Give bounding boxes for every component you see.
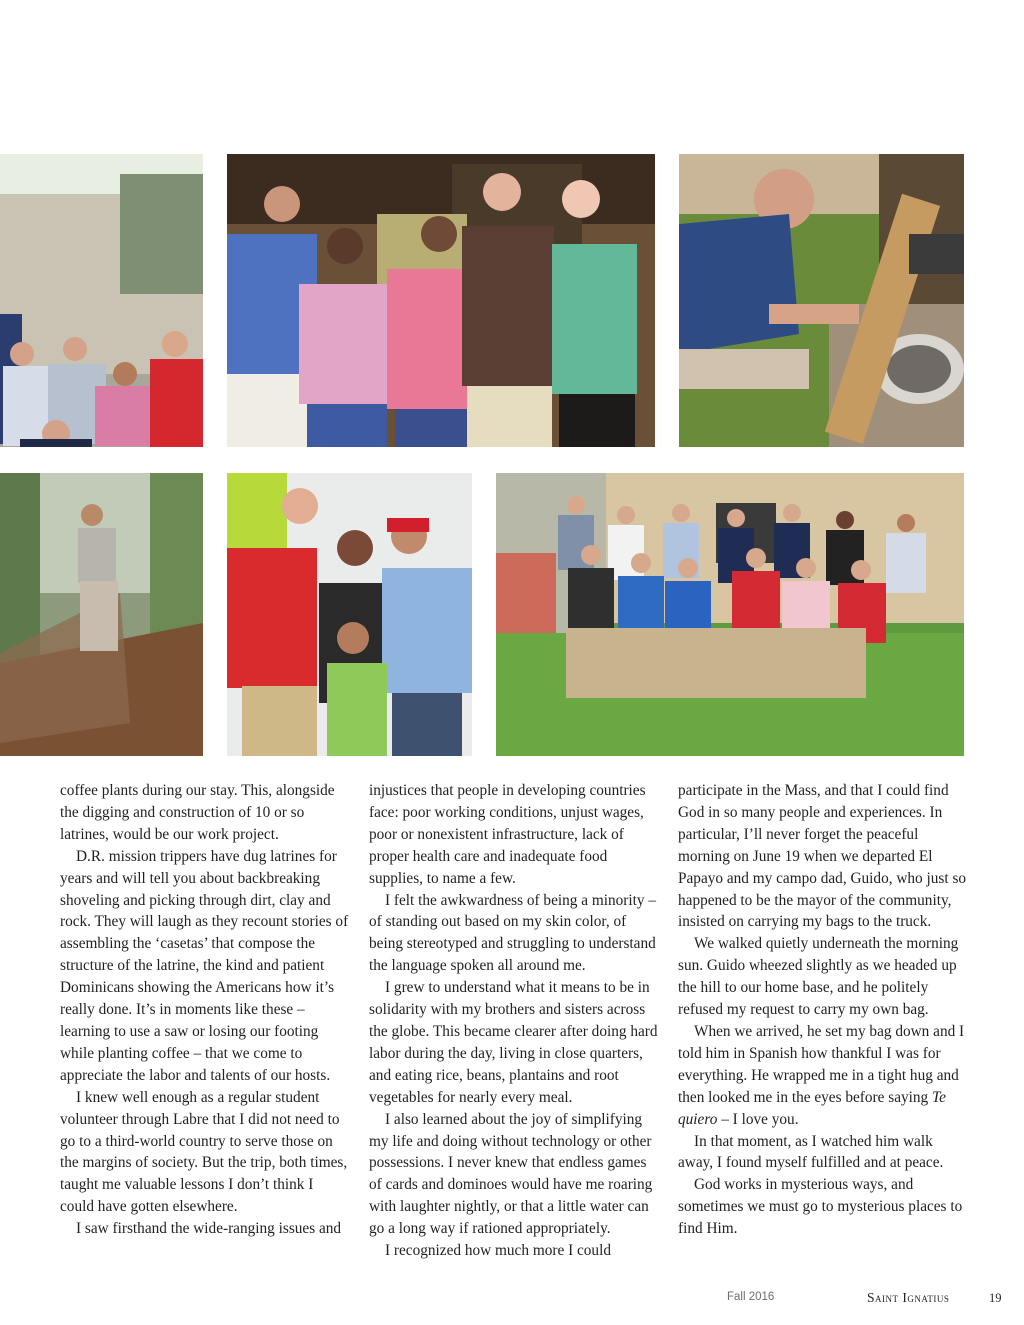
paragraph: coffee plants during our stay. This, alongside the digging and construction of 10 or so latrines, would be our work project.	[60, 782, 335, 843]
paragraph: injustices that people in developing countries face: poor working conditions, unjust wages, poor or nonexistent infrastructure, lack of proper health care and inadequate food supplies, to name a few.	[369, 782, 646, 887]
paragraph: I knew well enough as a regular student volunteer through Labre that I did not need to go to a third-world country to serve those on the margins of society. But the trip, both times, taught me valuable lessons I don’t think I could have gotten elsewhere.	[60, 1088, 348, 1216]
paragraph: God works in mysterious ways, and sometimes we must go to mysterious places to find Him.	[678, 1176, 963, 1238]
photo-campo-family	[227, 473, 472, 756]
paragraph-text: When we arrived, he set my bag down and I told him in Spanish how thankful I was for everything. He wrapped me in a tight hug and then looked me in the eyes before saying	[678, 1022, 965, 1106]
paragraph: D.R. mission trippers have dug latrines for years and will tell you about backbreaking shoveling and picking through dirt, clay and rock. They will laugh as they recount stories of assembling the ‘casetas’ that compose the structure of the latrine, the kind and patient Dominicans showing the Americans how it’s really done. It’s in moments like these – learning to use a saw or losing our footing while planting coffee – that we come to appreciate the labor and talents of our hosts.	[60, 847, 349, 1084]
paragraph: I saw firsthand the wide-ranging issues and	[76, 1220, 342, 1238]
issue-label: Fall 2016	[727, 1291, 775, 1303]
photo-group-indoors	[0, 154, 203, 447]
translation: – I love you.	[717, 1110, 799, 1128]
paragraph: I felt the awkwardness of being a minority – of standing out based on my skin color, of being stereotyped and struggling to understand the language spoken all around me.	[369, 891, 657, 975]
paragraph	[678, 1021, 968, 1131]
paragraph: I grew to understand what it means to be in solidarity with my brothers and sisters across the globe. This became clearer after doing hard labor during the day, living in close quarters, and eating rice, beans, plantains and root vegetables for nearly every meal.	[369, 979, 658, 1106]
spanish-phrase: Te quiero	[678, 1088, 946, 1128]
magazine-name: Saint Ignatius	[867, 1290, 950, 1305]
page-number: 19	[989, 1291, 1002, 1305]
paragraph: I recognized how much more I could	[385, 1242, 611, 1260]
paragraph: I also learned about the joy of simplifying my life and doing without technology or other possessions. I never knew that endless games of cards and dominoes would have me roaring with laughter nightly, or that a little water can go a long way if rationed appropriately.	[369, 1110, 653, 1238]
article-column-3	[678, 780, 968, 1240]
photo-hillside	[0, 473, 203, 756]
photo-host-family	[227, 154, 655, 447]
paragraph: participate in the Mass, and that I could find God in so many people and experiences. In particular, I’ll never forget the peaceful morning on June 19 when we departed El Papayo and my campo dad, Guido, who just so happened to be the mayor of the community, insisted on carrying my bags to the truck.	[678, 782, 967, 931]
photo-group-outside	[496, 473, 964, 756]
photo-building-latrine	[679, 154, 964, 447]
paragraph: We walked quietly underneath the morning sun. Guido wheezed slightly as we headed up the hill to our home base, and he politely refused my request to carry my own bag.	[678, 935, 959, 1019]
paragraph: In that moment, as I watched him walk away, I found myself fulfilled and at peace.	[678, 1132, 944, 1172]
article-column-2	[369, 780, 659, 1262]
article-column-1	[60, 780, 350, 1240]
